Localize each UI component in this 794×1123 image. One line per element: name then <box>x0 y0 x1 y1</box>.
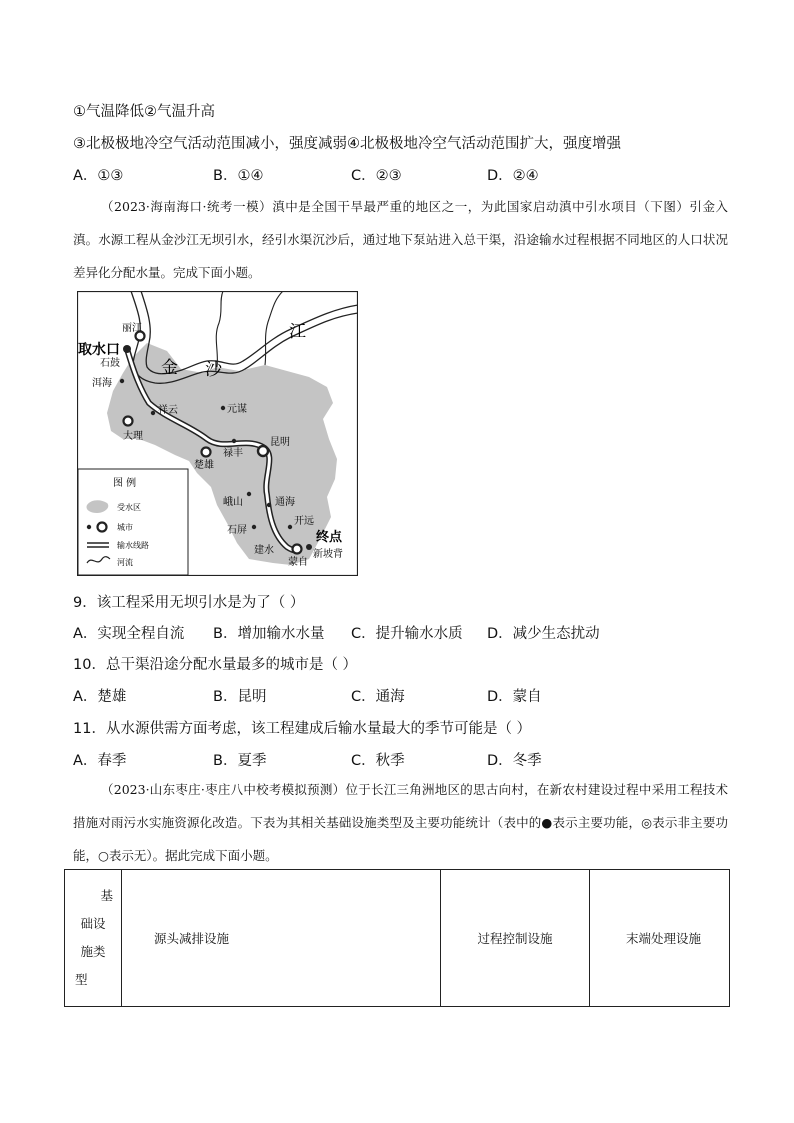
passage-1 <box>73 190 728 289</box>
intake-point-marker <box>123 345 131 353</box>
river-label-jin: 金 <box>161 358 178 378</box>
city-label-jianshui: 建水 <box>254 545 274 556</box>
table-row-header <box>65 870 122 1007</box>
city-label-kaiyuan: 开远 <box>294 516 314 527</box>
city-label-dali: 大理 <box>123 431 143 442</box>
row-header-part: 型 <box>75 972 88 987</box>
legend-item-city: 城市 <box>117 523 133 532</box>
row-header-part: 施类 <box>80 944 106 959</box>
q9-option-a[interactable]: A．实现全程自流 <box>73 626 185 642</box>
city-label-shiping: 石屏 <box>227 525 247 536</box>
q8-option-c[interactable]: C．②③ <box>351 168 402 184</box>
city-label-yuanmou: 元谋 <box>227 404 247 415</box>
city-marker-yuanmou <box>221 406 225 410</box>
q9-option-b[interactable]: B．增加输水水量 <box>213 626 325 642</box>
city-marker-tonghai <box>267 503 271 507</box>
q11-stem: 11．从水源供需方面考虑，该工程建成后输水量最大的季节可能是（ ） <box>73 721 532 737</box>
row-header-part: 基 <box>100 888 113 903</box>
city-label-kunming: 昆明 <box>270 437 290 448</box>
row-header-part: 础设 <box>80 916 106 931</box>
q11-option-d[interactable]: D．冬季 <box>487 753 542 769</box>
river-label-jiang: 江 <box>289 322 306 342</box>
q10-stem: 10．总干渠沿途分配水量最多的城市是（ ） <box>73 657 358 673</box>
map-legend <box>78 469 188 575</box>
water-diversion-map <box>77 291 358 576</box>
city-label-erhai: 洱海 <box>92 378 112 389</box>
legend-city-circle <box>98 523 107 532</box>
legend-item-line: 输水线路 <box>117 541 149 550</box>
q10-option-a[interactable]: A．楚雄 <box>73 689 127 705</box>
q10-option-d[interactable]: D．蒙自 <box>487 689 542 705</box>
q11-option-b[interactable]: B．夏季 <box>213 753 267 769</box>
passage-2 <box>73 773 728 872</box>
legend-title: 图 例 <box>113 478 137 489</box>
legend-city-dot <box>87 525 91 529</box>
column-header-end-treatment: 末端处理设施 <box>590 870 730 1007</box>
column-header-process-control: 过程控制设施 <box>441 870 590 1007</box>
q8-option-b[interactable]: B．①④ <box>213 168 264 184</box>
q10-option-b[interactable]: B．昆明 <box>213 689 267 705</box>
city-marker-erhai <box>120 379 124 383</box>
q10-option-c[interactable]: C．通海 <box>351 689 405 705</box>
q11-option-a[interactable]: A．春季 <box>73 753 127 769</box>
q8-option-d[interactable]: D．②④ <box>487 168 539 184</box>
city-marker-kunming <box>258 446 268 456</box>
city-label-mengzi: 蒙自 <box>288 557 308 568</box>
city-label-lijiang: 丽江 <box>122 323 142 334</box>
infrastructure-table <box>64 869 730 1007</box>
table-row <box>65 870 730 1007</box>
city-marker-mengzi <box>293 545 302 554</box>
city-marker-dali <box>124 417 133 426</box>
city-marker-chuxiong <box>202 448 211 457</box>
passage-2-source: （2023·山东枣庄·枣庄八中校考模拟预测） <box>101 782 346 797</box>
city-marker-lufeng <box>232 439 236 443</box>
endpoint-label: 终点 <box>316 530 343 545</box>
intake-label: 取水口 <box>78 342 120 358</box>
legend-item-river: 河流 <box>117 558 133 567</box>
passage-2-text: 位于长江三角洲地区的思古向村，在新农村建设过程中采用工程技术措施对雨污水实施资源化改造。下表为其相关基础设施类型及主要功能统计（表中的●表示主要功能，◎表示非主要功能，○表示无）。据此完成下面小题。 <box>73 782 728 863</box>
q11-option-c[interactable]: C．秋季 <box>351 753 405 769</box>
q8-item-line-1: ①气温降低②气温升高 <box>73 104 215 120</box>
city-marker-eshan <box>247 492 251 496</box>
q8-option-a[interactable]: A．①③ <box>73 168 124 184</box>
city-label-chuxiong: 楚雄 <box>194 460 214 471</box>
city-marker-xiangyun <box>151 411 155 415</box>
city-marker-shiping <box>252 525 256 529</box>
q9-stem: 9．该工程采用无坝引水是为了（ ） <box>73 595 305 611</box>
city-label-xiangyun: 祥云 <box>158 405 178 416</box>
column-header-source-reduction: 源头减排设施 <box>122 870 441 1007</box>
city-marker-kaiyuan <box>288 525 292 529</box>
city-label-eshan: 峨山 <box>223 497 243 508</box>
city-label-tonghai: 通海 <box>275 497 295 508</box>
river-label-sha: 沙 <box>205 360 222 380</box>
q8-item-line-2: ③北极极地冷空气活动范围减小，强度减弱④北极极地冷空气活动范围扩大，强度增强 <box>73 136 621 152</box>
passage-1-source: （2023·海南海口·统考一模） <box>101 199 273 214</box>
passage-1-text: 滇中是全国干旱最严重的地区之一，为此国家启动滇中引水项目（下图）引金入滇。水源工程从金沙江无坝引水，经引水渠沉沙后，通过地下泵站进入总干渠，沿途输水过程根据不同地区的人口状况差异化分配水量。完成下面小题。 <box>73 199 728 280</box>
city-label-xinpobei: 新坡背 <box>313 549 343 560</box>
city-label-shigu: 石鼓 <box>100 358 120 369</box>
endpoint-marker <box>306 544 312 550</box>
q9-option-c[interactable]: C．提升输水水质 <box>351 626 463 642</box>
legend-item-area: 受水区 <box>117 503 141 512</box>
q9-option-d[interactable]: D．减少生态扰动 <box>487 626 600 642</box>
city-label-lufeng: 禄丰 <box>223 448 243 459</box>
